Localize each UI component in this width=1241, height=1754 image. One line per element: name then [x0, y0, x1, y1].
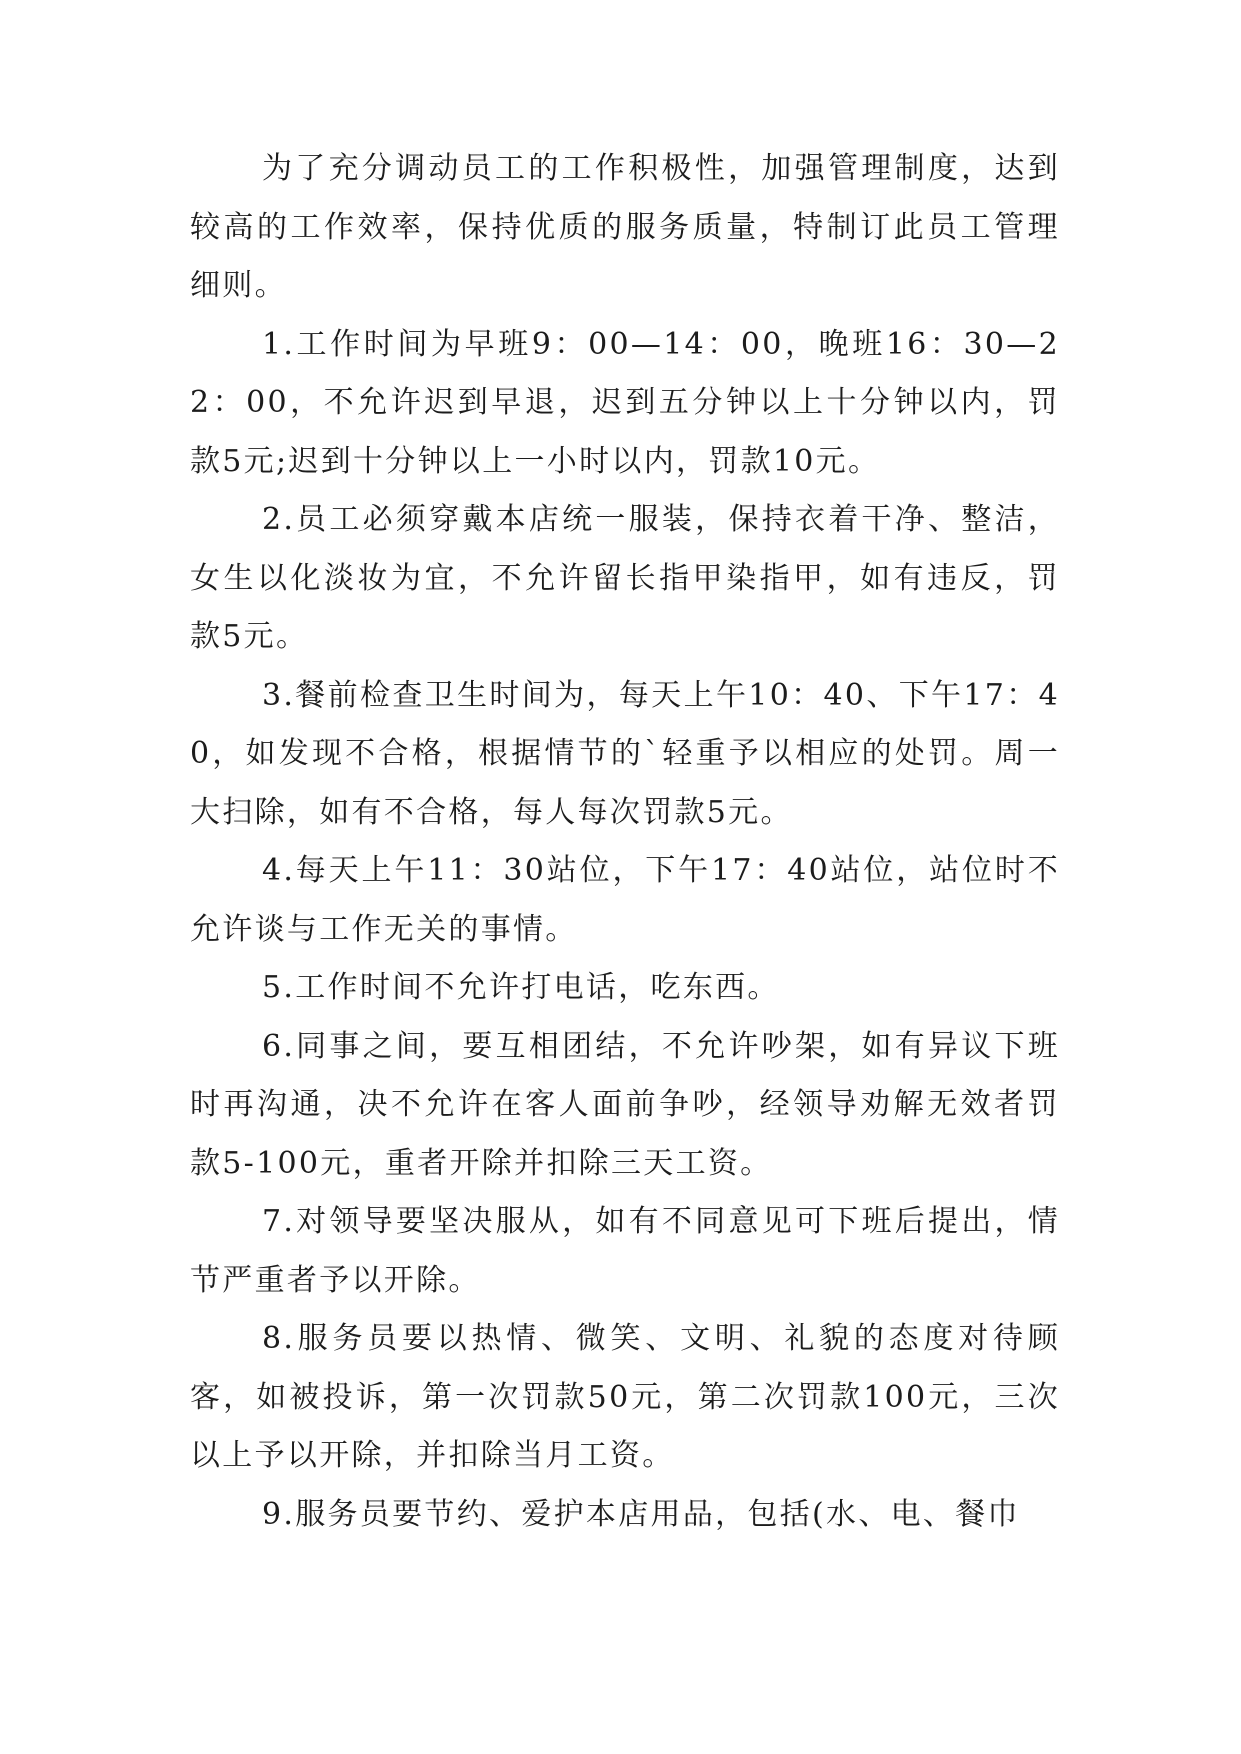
- rule-paragraph-1: 1.工作时间为早班9：00—14：00，晚班16：30—22：00，不允许迟到早退，迟到五分钟以上十分钟以内，罚款5元;迟到十分钟以上一小时以内，罚款10元。: [190, 326, 1060, 479]
- rule-paragraph-6: 6.同事之间，要互相团结，不允许吵架，如有异议下班时再沟通，决不允许在客人面前争吵，经领导劝解无效者罚款5-100元，重者开除并扣除三天工资。: [190, 1028, 1060, 1181]
- document-page: [190, 140, 1060, 1544]
- rule-paragraph-9: 9.服务员要节约、爱护本店用品，包括(水、电、餐巾: [262, 1496, 1020, 1532]
- rule-paragraph-2: 2.员工必须穿戴本店统一服装，保持衣着干净、整洁，女生以化淡妆为宜，不允许留长指甲染指甲，如有违反，罚款5元。: [190, 502, 1060, 654]
- intro-paragraph: 为了充分调动员工的工作积极性，加强管理制度，达到较高的工作效率，保持优质的服务质量，特制订此员工管理细则。: [190, 151, 1060, 303]
- rule-paragraph-4: 4.每天上午11：30站位，下午17：40站位，站位时不允许谈与工作无关的事情。: [190, 853, 1060, 947]
- rule-paragraph-3: 3.餐前检查卫生时间为，每天上午10：40、下午17：40，如发现不合格，根据情节的`轻重予以相应的处罚。周一大扫除，如有不合格，每人每次罚款5元。: [190, 677, 1060, 830]
- rule-paragraph-7: 7.对领导要坚决服从，如有不同意见可下班后提出，情节严重者予以开除。: [190, 1204, 1060, 1298]
- rule-paragraph-5: 5.工作时间不允许打电话，吃东西。: [262, 970, 780, 1005]
- rule-paragraph-8: 8.服务员要以热情、微笑、文明、礼貌的态度对待顾客，如被投诉，第一次罚款50元，第二次罚款100元，三次以上予以开除，并扣除当月工资。: [190, 1321, 1060, 1473]
